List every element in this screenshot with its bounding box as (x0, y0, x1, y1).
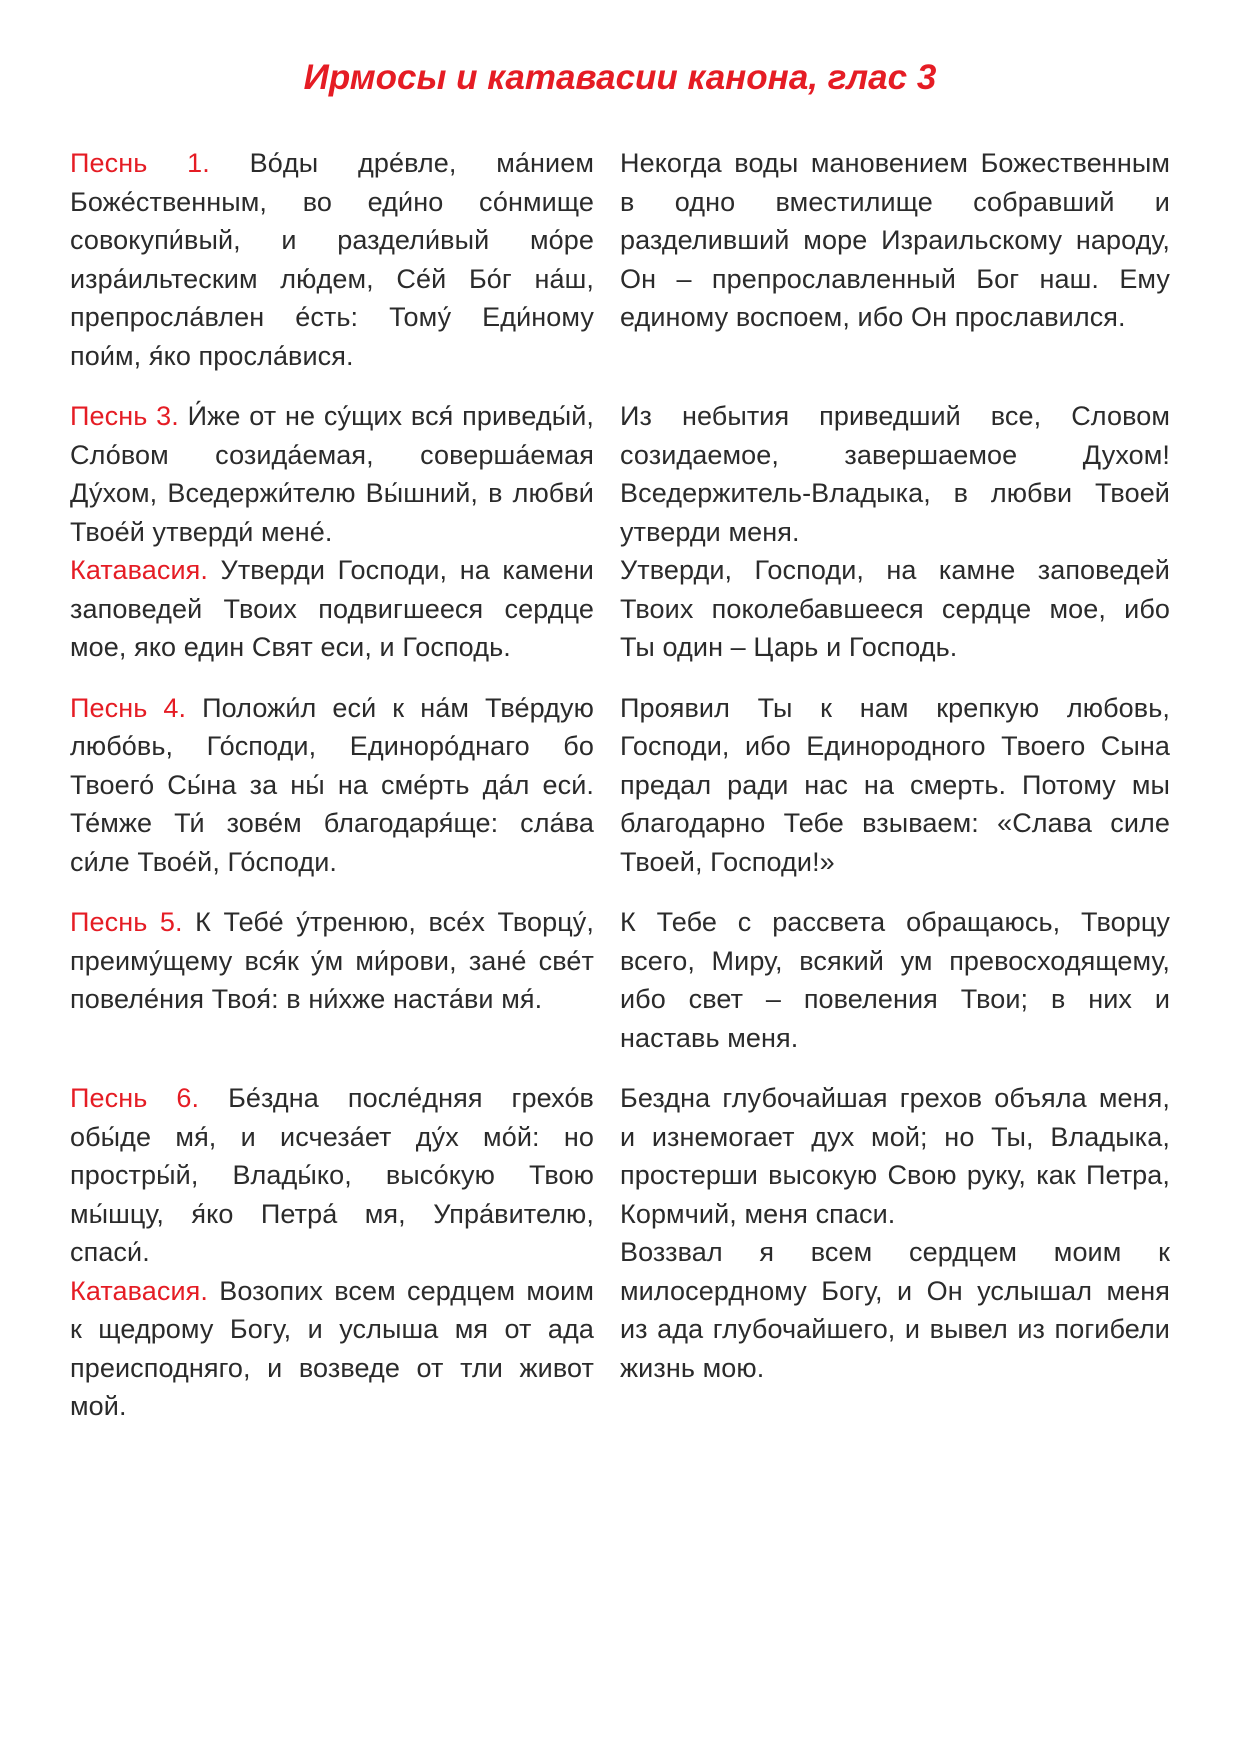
song-label: Песнь 6. (70, 1083, 200, 1113)
translation-paragraph: Утверди, Господи, на камне заповедей Твоих поколебавшееся сердце мое, ибо Ты один – Царь и Господь. (620, 555, 1170, 662)
translation-paragraph: Воззвал я всем сердцем моим к милосердному Богу, и Он услышал меня из ада глубочайшего, и вывел из погибели жизнь мою. (620, 1237, 1170, 1383)
katavasia-paragraph (70, 551, 594, 667)
section-row-song-1 (70, 144, 1170, 375)
katavasia-paragraph (70, 1272, 594, 1426)
song-label: Песнь 3. (70, 401, 179, 431)
text-columns (70, 144, 1170, 1448)
slavonic-text: К Тебе́ у́тренюю, все́х Творцу́, преиму́щему вся́к у́м ми́рови, зане́ све́т повеле́ния Твоя́: в ни́хже наста́ви мя́. (70, 907, 594, 1014)
russian-translation-column (620, 903, 1170, 1057)
slavonic-text: И́же от не су́щих вся́ приведы́й, Сло́вом созида́емая, соверша́емая Ду́хом, Вседержи́телю Вы́шний, в любви́ Твое́й утверди́ мене́. (70, 401, 594, 547)
church-slavonic-column (70, 397, 620, 667)
section-row-song-4 (70, 689, 1170, 882)
song-label: Песнь 5. (70, 907, 183, 937)
song-label: Песнь 1. (70, 148, 210, 178)
slavonic-text: Бе́здна после́дняя грехо́в обы́де мя́, и исчеза́ет ду́х мо́й: но простры́й, Влады́ко, высо́кую Твою мы́шцу, я́ко Петра́ мя, Упра́вителю, спаси́. (70, 1083, 594, 1267)
church-slavonic-column (70, 144, 620, 375)
slavonic-text: Утверди Господи, на камени заповедей Твоих подвигшееся сердце мое, яко един Свят еси, и Господь. (70, 555, 594, 662)
katavasia-label: Катавасия. (70, 555, 208, 585)
page-title: Ирмосы и катавасии канона, глас 3 (303, 58, 937, 97)
slavonic-paragraph (70, 689, 594, 882)
slavonic-paragraph (70, 144, 594, 375)
russian-translation-column (620, 689, 1170, 882)
katavasia-label: Катавасия. (70, 1275, 208, 1306)
slavonic-text: Во́ды дре́вле, ма́нием Боже́ственным, во еди́но со́нмище совокупи́вый, и раздели́вый мо́ре изра́ильтеским лю́дем, Се́й Бо́г на́ш, препросла́влен е́сть: Тому́ Еди́ному пои́м, я́ко просла́вися. (70, 148, 594, 371)
church-slavonic-column (70, 689, 620, 882)
translation-paragraph: Из небытия приведший все, Словом созидаемое, завершаемое Духом! Вседержитель-Владыка, в любви Твоей утверди меня. (620, 401, 1170, 547)
russian-translation-column (620, 397, 1170, 667)
church-slavonic-column (70, 903, 620, 1057)
slavonic-paragraph (70, 397, 594, 551)
translation-paragraph: Бездна глубочайшая грехов объяла меня, и изнемогает дух мой; но Ты, Владыка, простерши высокую Свою руку, как Петра, Кормчий, меня спаси. (620, 1083, 1170, 1229)
russian-translation-column (620, 1079, 1170, 1426)
church-slavonic-column (70, 1079, 620, 1426)
translation-paragraph: Проявил Ты к нам крепкую любовь, Господи, ибо Единородного Твоего Сына предал ради нас на смерть. Потому мы благодарно Тебе взываем: «Слава силе Твоей, Господи!» (620, 692, 1170, 877)
slavonic-paragraph (70, 1079, 594, 1272)
slavonic-text: Положи́л еси́ к на́м Тве́рдую любо́вь, Го́споди, Единоро́днаго бо Твоего́ Сы́на за ны́ на сме́рть да́л еси́. Те́мже Ти́ зове́м благодаря́ще: сла́ва си́ле Твое́й, Го́споди. (70, 692, 594, 877)
translation-paragraph: К Тебе с рассвета обращаюсь, Творцу всего, Миру, всякий ум превосходящему, ибо свет – повеления Твои; в них и наставь меня. (620, 907, 1170, 1053)
song-label: Песнь 4. (70, 692, 187, 723)
section-row-song-5 (70, 903, 1170, 1057)
russian-translation-column (620, 144, 1170, 375)
section-row-song-6 (70, 1079, 1170, 1426)
slavonic-text: Возопих всем сердцем моим к щедрому Богу, и услыша мя от ада преисподняго, и возведе от тли живот мой. (70, 1275, 594, 1421)
translation-paragraph: Некогда воды мановением Божественным в одно вместилище собравший и разделивший море Израильскому народу, Он – препрославленный Бог наш. Ему единому воспоем, ибо Он прославился. (620, 148, 1170, 332)
section-row-song-3 (70, 397, 1170, 667)
slavonic-paragraph (70, 903, 594, 1019)
